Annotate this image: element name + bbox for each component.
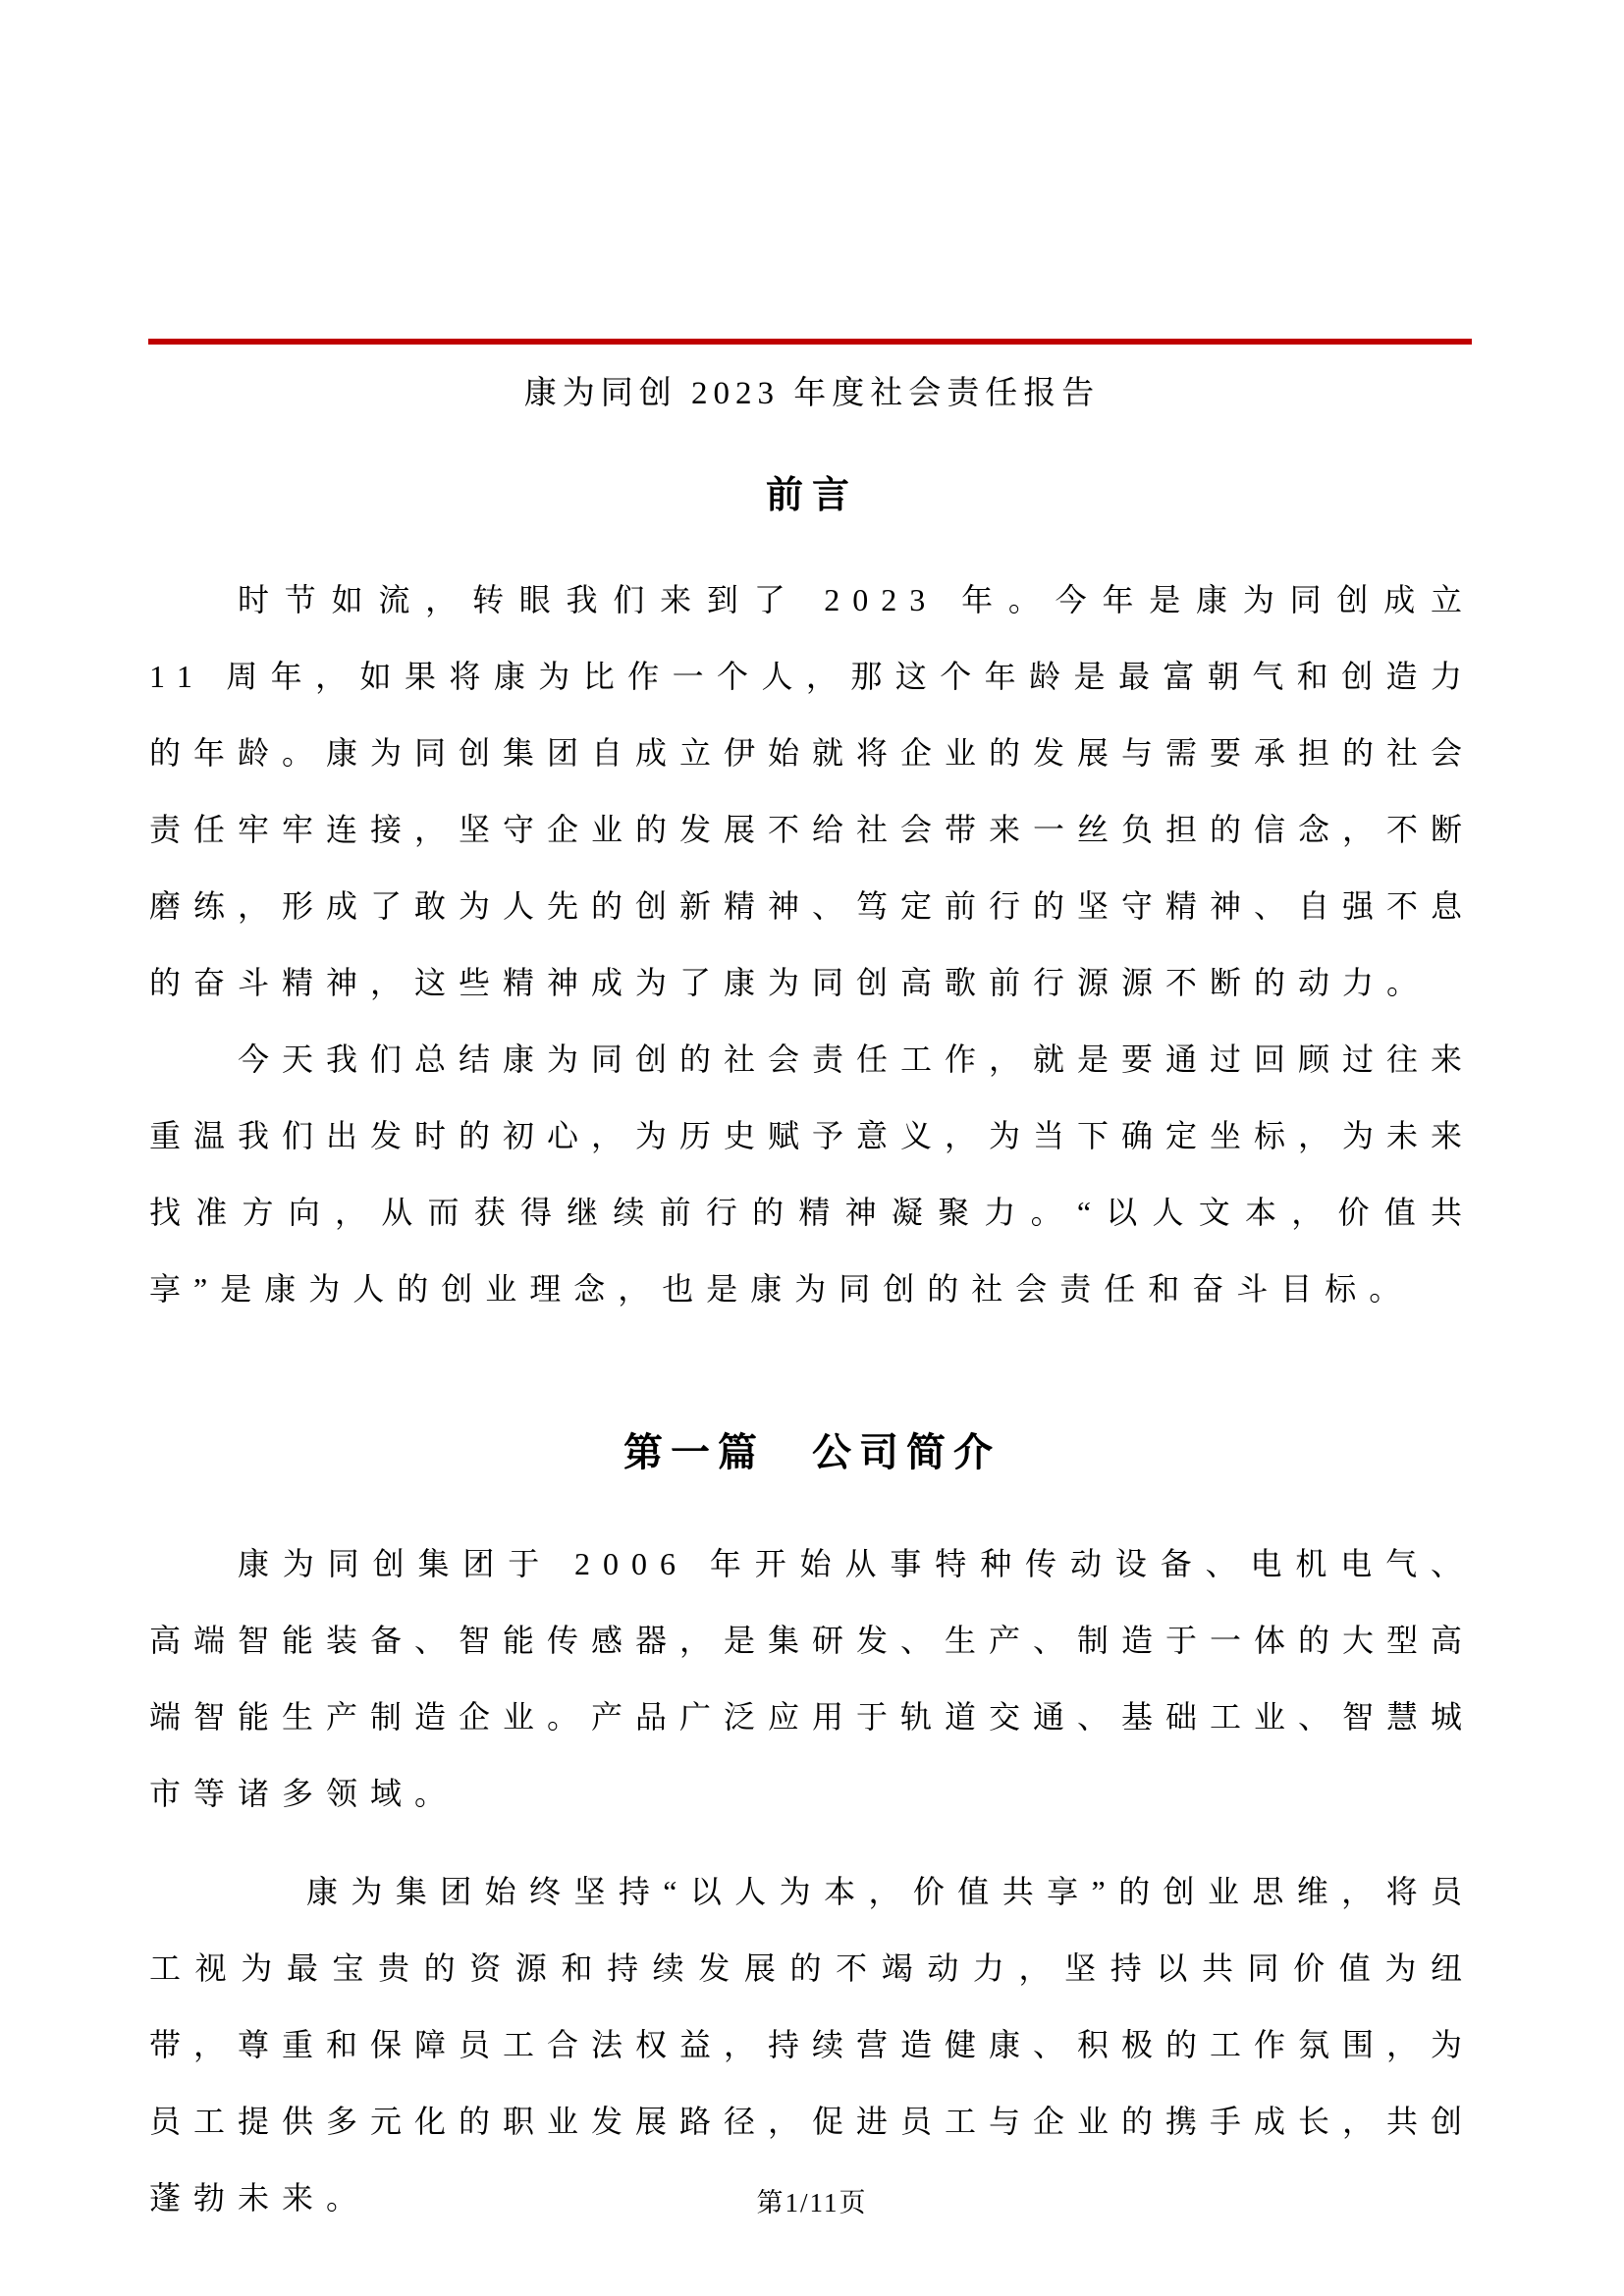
- paragraph-company-intro-1: 康为同创集团于 2006 年开始从事特种传动设备、电机电气、高端智能装备、智能传感器，是集研发、生产、制造于一体的大型高端智能生产制造企业。产品广泛应用于轨道交通、基础工业、智慧城市等诸多领域。: [149, 1546, 1476, 1811]
- paragraph-company-intro-2: 康为集团始终坚持“以人为本，价值共享”的创业思维，将员工视为最宝贵的资源和持续发展的不竭动力，坚持以共同价值为纽带，尊重和保障员工合法权益，持续营造健康、积极的工作氛围，为员工提供多元化的职业发展路径，促进员工与企业的携手成长，共创蓬勃未来。: [149, 1874, 1476, 2216]
- paragraph-preface-1: 时节如流，转眼我们来到了 2023 年。今年是康为同创成立 11 周年，如果将康为比作一个人，那这个年龄是最富朝气和创造力的年龄。康为同创集团自成立伊始就将企业的发展与需要承担的社会责任牢牢连接，坚守企业的发展不给社会带来一丝负担的信念，不断磨练，形成了敢为人先的创新精神、笃定前行的坚守精神、自强不息的奋斗精神，这些精神成为了康为同创高歌前行源源不断的动力。: [149, 582, 1476, 1000]
- paragraph-preface-2: 今天我们总结康为同创的社会责任工作，就是要通过回顾过往来重温我们出发时的初心，为历史赋予意义，为当下确定坐标，为未来找准方向，从而获得继续前行的精神凝聚力。“以人文本，价值共享”是康为人的创业理念，也是康为同创的社会责任和奋斗目标。: [149, 1041, 1476, 1307]
- section-one-heading: 第一篇 公司简介: [623, 1430, 1001, 1474]
- page-number: 第1/11页: [756, 2188, 868, 2217]
- header-divider-rule: [148, 339, 1472, 345]
- document-title: 康为同创 2023 年度社会责任报告: [523, 376, 1101, 411]
- document-content: [149, 358, 1475, 2236]
- preface-heading: 前言: [765, 475, 858, 516]
